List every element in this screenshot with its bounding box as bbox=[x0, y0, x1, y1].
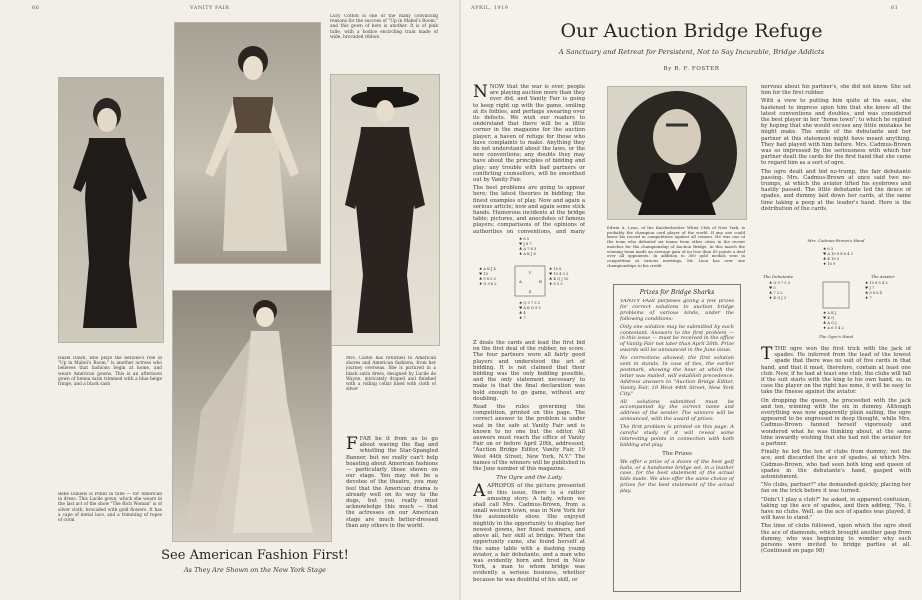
col3-paragraph-6: Finally he led the ten of clubs from dummy; not the ace, and discarded the ace of spades, at which Mrs. Cadmus-Brown, who had seen both king and queen of spades in the debutante's hand, gasped with astonishment. bbox=[761, 449, 911, 481]
bridge-problem-diagram bbox=[475, 234, 585, 332]
ogre-heading: The Ogre and the Lady bbox=[496, 475, 562, 482]
svg-text:♦ 8 5 3: ♦ 8 5 3 bbox=[549, 282, 563, 286]
svg-text:♠ 6 3: ♠ 6 3 bbox=[823, 247, 834, 251]
svg-text:♣ 4: ♣ 4 bbox=[519, 311, 526, 315]
the-prizes-heading: The Prizes bbox=[662, 450, 692, 457]
svg-text:♦ Q 9 6 2: ♦ Q 9 6 2 bbox=[479, 282, 497, 286]
svg-text:♣ 7 3 2: ♣ 7 3 2 bbox=[769, 291, 783, 295]
col3-paragraph-2: With a view to putting him quite at his ease, she hastened to impress upon him that she knew all the latest conventions and doubles, and was considered the best player in her "home town"; to which he replied by hoping that she would excuse any little mistakes he might make. The smile of the debutante and her partner at this statement might have meant anything. They had played with him before. Mrs. Cadmus-Brown was so impressed by the seriousness with which her partner dealt the cards for the first hand that she came to regard him as a sort of ogre. bbox=[761, 98, 911, 167]
dropcap-a: A bbox=[473, 481, 486, 502]
prizes-text bbox=[620, 299, 734, 587]
svg-text:♥ J 7: ♥ J 7 bbox=[865, 286, 875, 290]
col3-paragraph-9: The time of clubs followed, upon which the ogre shed the ace of diamonds, which brought another gasp from dummy, who was beginning to wonder why such persons were invited to bridge parties at all. (Continued on page 98) bbox=[761, 523, 911, 555]
svg-text:♥ 10: ♥ 10 bbox=[479, 272, 488, 276]
svg-text:♣ K Q J 10: ♣ K Q J 10 bbox=[549, 277, 569, 281]
svg-text:♥ K Q: ♥ K Q bbox=[823, 316, 835, 320]
right-page bbox=[461, 0, 922, 600]
svg-text:♠ Q 9 7 3 2: ♠ Q 9 7 3 2 bbox=[519, 301, 541, 305]
svg-text:♠ 10 8 5 4 2: ♠ 10 8 5 4 2 bbox=[865, 281, 888, 285]
caption-bebe-daniels: Bebe Daniels is Pohlit in tulle — for American in dress. This Lucile gown, which she wears in the last act of the show "The Rich Woman" is of silver cloth, brocaded with gold flowers. It has a cape of metal lace, and a trimming of ropes of coral bbox=[58, 492, 162, 524]
prizes-heading: Prizes for Bridge Sharks bbox=[639, 289, 715, 296]
deal-paragraph: Z deals the cards and lead the first bid on the first deal of the rubber, no score. The four partners were all fairly good players and understood the art of bidding. It is not claimed that their bidding was the only bidding possible, and the only statement necessary to make is that the final declaration was bold enough to go game, without any doubling. bbox=[473, 340, 585, 402]
portrait-caption: Edwin A. Leon, of the Knickerbocker Whist Club of New York, is probably the champion card player of the world. If any one could know his record in competitions against all comers. He was one of the team who defeated six teams from other cities in the recent matches for the championship of Auction Bridge. In this match the winning team made an average gain of no less than 85 points a deal over all opponents. In addition to 300 gold medals won in competition at various meetings, Mr. Leon has over one championships to his credit bbox=[607, 226, 745, 268]
article-subtitle: As They Are Shown on the New York Stage bbox=[183, 566, 327, 574]
column-1-top bbox=[473, 84, 585, 234]
column-3-bottom bbox=[761, 346, 911, 596]
photo-bebe-daniels bbox=[172, 290, 332, 542]
portrait-edwin-leon bbox=[607, 86, 747, 220]
svg-text:♥ 5: ♥ 5 bbox=[769, 286, 776, 290]
svg-text:♣ 9 8 6 4: ♣ 9 8 6 4 bbox=[865, 291, 882, 295]
svg-text:♠ Q 9 7 5 3: ♠ Q 9 7 5 3 bbox=[769, 281, 791, 285]
svg-text:B: B bbox=[539, 279, 542, 284]
col3-paragraph-5: On dropping the queen, he proceeded with the jack and ten, winning with the six in dummy. Although everything was now apparently plain sailing, the ogre appeared to be engrossed in deep thought, while Mrs. Cadmus-Brown fanned herself vigorously and wondered what he was thinking about, at the same time inwardly wishing that she had not the aviator for a partner. bbox=[761, 397, 911, 448]
ogre-story: APROPOS of the picture presented in this issue, there is a rather amusing story. A lady, whom we shall call Mrs. Cadmus-Brown, from a small western town, was in New York for the automobile show. She enjoyed mightily in the opportunity to display her newest gowns, her finest manners, and above all, her skill at bridge. When the opportunity came, she found herself at the same table with a dashing young aviator, a fair debutante, and a man who was evidently born and bred in New York, a man to whom bridge was evidently a serious business, whether because he was doubtful of his skill, or bbox=[473, 483, 585, 583]
svg-text:♣ A Q J: ♣ A Q J bbox=[823, 321, 837, 325]
column-1-bottom bbox=[473, 340, 585, 598]
svg-text:♥ A K Q 9 5: ♥ A K Q 9 5 bbox=[519, 306, 541, 310]
hand-label-ogre: The Ogre's Hand bbox=[818, 334, 854, 339]
svg-text:♦ 7: ♦ 7 bbox=[865, 296, 872, 300]
svg-text:♠ A K J 4: ♠ A K J 4 bbox=[479, 267, 496, 271]
left-running-head: VANITY FAIR bbox=[190, 5, 230, 11]
prizes-box bbox=[613, 284, 741, 592]
bridge-title: Our Auction Bridge Refuge bbox=[560, 20, 823, 42]
article-title: See American Fashion First! bbox=[161, 548, 349, 563]
dropcap-n: N bbox=[473, 84, 488, 102]
hand-label-aviator: The Aviator bbox=[871, 274, 895, 279]
col3-paragraph-7: "No clubs, partner?" she demanded quickly, placing her fan on the trick before it was turned. bbox=[761, 482, 911, 495]
svg-text:♦ 7: ♦ 7 bbox=[519, 316, 526, 320]
intro-paragraph: NOW that the war is over, people are playing auction more than they ever did, and Vanity Fair is going to keep right up with the game, smiling at its foibles, and perhaps swearing over its defects. We wish our readers to understand that there will be a little corner in the magazine for the auction player; a haven of refuge for those who have complaints to make. Anything they do not understand about the laws, or the new conventions; any doubts they may have about the principles of bidding and play; any trouble with bad partners or conflicting counsellors, will be smoothed out by Vanity Fair. bbox=[473, 84, 585, 184]
svg-text:♠ A K J: ♠ A K J bbox=[823, 311, 837, 315]
col3-paragraph-4: THE ogre won the first trick with the jack of spades. He inferred from the lead of the lowest spade that there was no suit of five cards in that hand, and that it must, therefore, contain at least one club. Now, if he had at least one club, the clubs will fall if the suit starts with the king to his own hand, so, in case the player on the right has none, it will be easy to take the finesse against the aviator. bbox=[761, 346, 911, 396]
prizes-rule-3: All solutions submitted must be accompanied by the correct name and address of the sender. The winners will be announced, with the award of prizes. bbox=[620, 398, 734, 423]
svg-text:♣ A 7 6 3: ♣ A 7 6 3 bbox=[519, 247, 537, 251]
svg-text:♥ J 8 7: ♥ J 8 7 bbox=[519, 242, 532, 246]
bridge-subtitle: A Sanctuary and Retreat for Persistent, Not to Say Incurable, Bridge Addicts bbox=[558, 48, 825, 56]
caption-hazel-dawn: Hazel Dawn, who plays the heroine's role in "Up in Mabel's Room," is another actress who believes that fashions begin at home, and wears American gowns. This is an afternoon gown of henna satin trimmed with a blue beige fringe, and a black sash bbox=[58, 356, 162, 388]
prizes-intro: VANITY FAIR purposes giving a few prizes for correct solutions to auction bridge problems of various kinds, under the following conditions: bbox=[620, 299, 734, 322]
left-dropcap: F bbox=[346, 436, 358, 454]
right-date: APRIL, 1919 bbox=[471, 5, 509, 11]
bridge-byline: By R. F. FOSTER bbox=[663, 66, 720, 72]
svg-text:♦ K Q J 3: ♦ K Q J 3 bbox=[769, 296, 787, 300]
column-3-top bbox=[761, 84, 911, 238]
dropcap-t: T bbox=[761, 346, 773, 364]
prizes-offer: We offer a prize of a dozen of the best golf balls, or a handsome bridge set, in a leather case, for the best statement of the actual bids made. We also offer the same choice of prizes for the best statement of the actual play. bbox=[620, 458, 734, 495]
col3-paragraph-3: The ogre dealt and bid no-trump, the fair debutante passing. Mrs. Cadmus-Brown at once said two no-trumps, at which the aviator lifted his eyebrows and hastily passed. The little debutante led the deuce of spades, and dummy laid down her cards, at the same time taking a peep at the leader's hand. Here is the distribution of the cards. bbox=[761, 168, 911, 212]
left-folio: 66 bbox=[32, 5, 40, 11]
svg-text:♣ K 10 5: ♣ K 10 5 bbox=[823, 257, 840, 261]
photo-mrs-castle bbox=[330, 74, 440, 346]
svg-text:A: A bbox=[519, 279, 522, 284]
svg-text:♥ 10 4 3 3: ♥ 10 4 3 3 bbox=[549, 272, 569, 276]
svg-text:Y: Y bbox=[528, 270, 532, 275]
left-intro-body: FAR be it from us to go about waving the flag and whistling the Star-Spangled Banner, but we really can't help boasting about American fashions — particularly those shown on our stage. You may not be a devotee of the theatre, you may feel that the American drama is already well on its way to the dogs, but you really must acknowledge this much — that the actresses on our American stage are much better-dressed than any others in the world. bbox=[346, 436, 438, 529]
hand-title-cadmus: Mrs. Cadmus-Brown's Hand bbox=[807, 238, 865, 243]
col3-paragraph-1: nervous about his partner's, she did not know. She set him for the first rubber. bbox=[761, 84, 911, 97]
hand-label-debutante: The Debutante bbox=[763, 274, 794, 279]
svg-text:♣ 9 8 5 2: ♣ 9 8 5 2 bbox=[479, 277, 496, 281]
svg-text:♦ A K J 6: ♦ A K J 6 bbox=[519, 252, 536, 256]
prizes-rule-1: Only one solution may be submitted by each contestant. Answers to the first problem — in this issue — must be received in the office of Vanity Fair not later than April 20th. Prize awards will be announced in the June issue. bbox=[620, 323, 734, 354]
col3-paragraph-8: "Didn't I play a club?" he asked, in apparent confusion, taking up the ace of spades, and then adding, "No, I have no clubs. Well, as the ace of spades was played, it will have to stand." bbox=[761, 496, 911, 522]
rules-paragraph: Read the rules governing the competition, printed on this page. The correct answer to the problem is under seal in the safe at Vanity Fair and is known to no one but the editor. All answers must reach the office of Vanity Fair on or before April 20th, addressed, "Auction Bridge Editor, Vanity Fair, 19 West 44th Street, New York, N.Y." The names of the winners will be published in the June number of this magazine. bbox=[473, 404, 585, 473]
svg-text:Z: Z bbox=[528, 289, 532, 294]
prizes-rule-4: The first problem is printed on this page. A careful study of it will reveal some interesting points in connection with both bidding and play. bbox=[620, 424, 734, 448]
left-intro-text bbox=[346, 436, 438, 568]
caption-lucy-cotton: Lucy Cotton is one of the many convincing reasons for the success of "Up in Mabel's Room," and this gown of hers is another. It is of pink tulle, with a bodice encircling train made of wide, brocaded ribbon bbox=[330, 14, 438, 40]
second-paragraph: The best problems are going to appear here; the latest theories in bidding; the finest examples of play. Now and again a serious article; now and again some stick hands. Humorous incidents at the bridge table; pictures, and anecdotes of famous players; comparisons of the opinions of authorities on conventions, and many bbox=[473, 185, 585, 234]
svg-text:♦ A 6 5 4 2: ♦ A 6 5 4 2 bbox=[823, 326, 844, 330]
photo-hazel-dawn bbox=[58, 77, 164, 343]
prizes-rule-2: No corrections allowed; the first solution sent in stands. In case of ties, the earlier postmark, showing the hour at which the letter was mailed, will establish precedence. Address answers to "Auction Bridge Editor, Vanity Fair, 19 West 44th Street, New York City." bbox=[620, 355, 734, 397]
cadmus-brown-hand-diagram bbox=[761, 238, 911, 342]
svg-text:♠ 10 8: ♠ 10 8 bbox=[549, 267, 562, 271]
photo-lucy-cotton bbox=[174, 22, 321, 264]
caption-mrs-castle: Mrs. Castle has returned to American shores and American fashions, from her journey overseas. She is pictured in a black satin dress, designed by Lucile de Wayne, intricately draped and finished with a rolling collar lined with cloth of silver bbox=[346, 356, 436, 393]
svg-text:♥ A 10 9 8 6 4 3: ♥ A 10 9 8 6 4 3 bbox=[823, 252, 853, 256]
svg-text:♦ 10 9: ♦ 10 9 bbox=[823, 262, 836, 266]
right-folio: 61 bbox=[891, 5, 899, 11]
svg-text:♠ 6 5: ♠ 6 5 bbox=[519, 237, 530, 241]
